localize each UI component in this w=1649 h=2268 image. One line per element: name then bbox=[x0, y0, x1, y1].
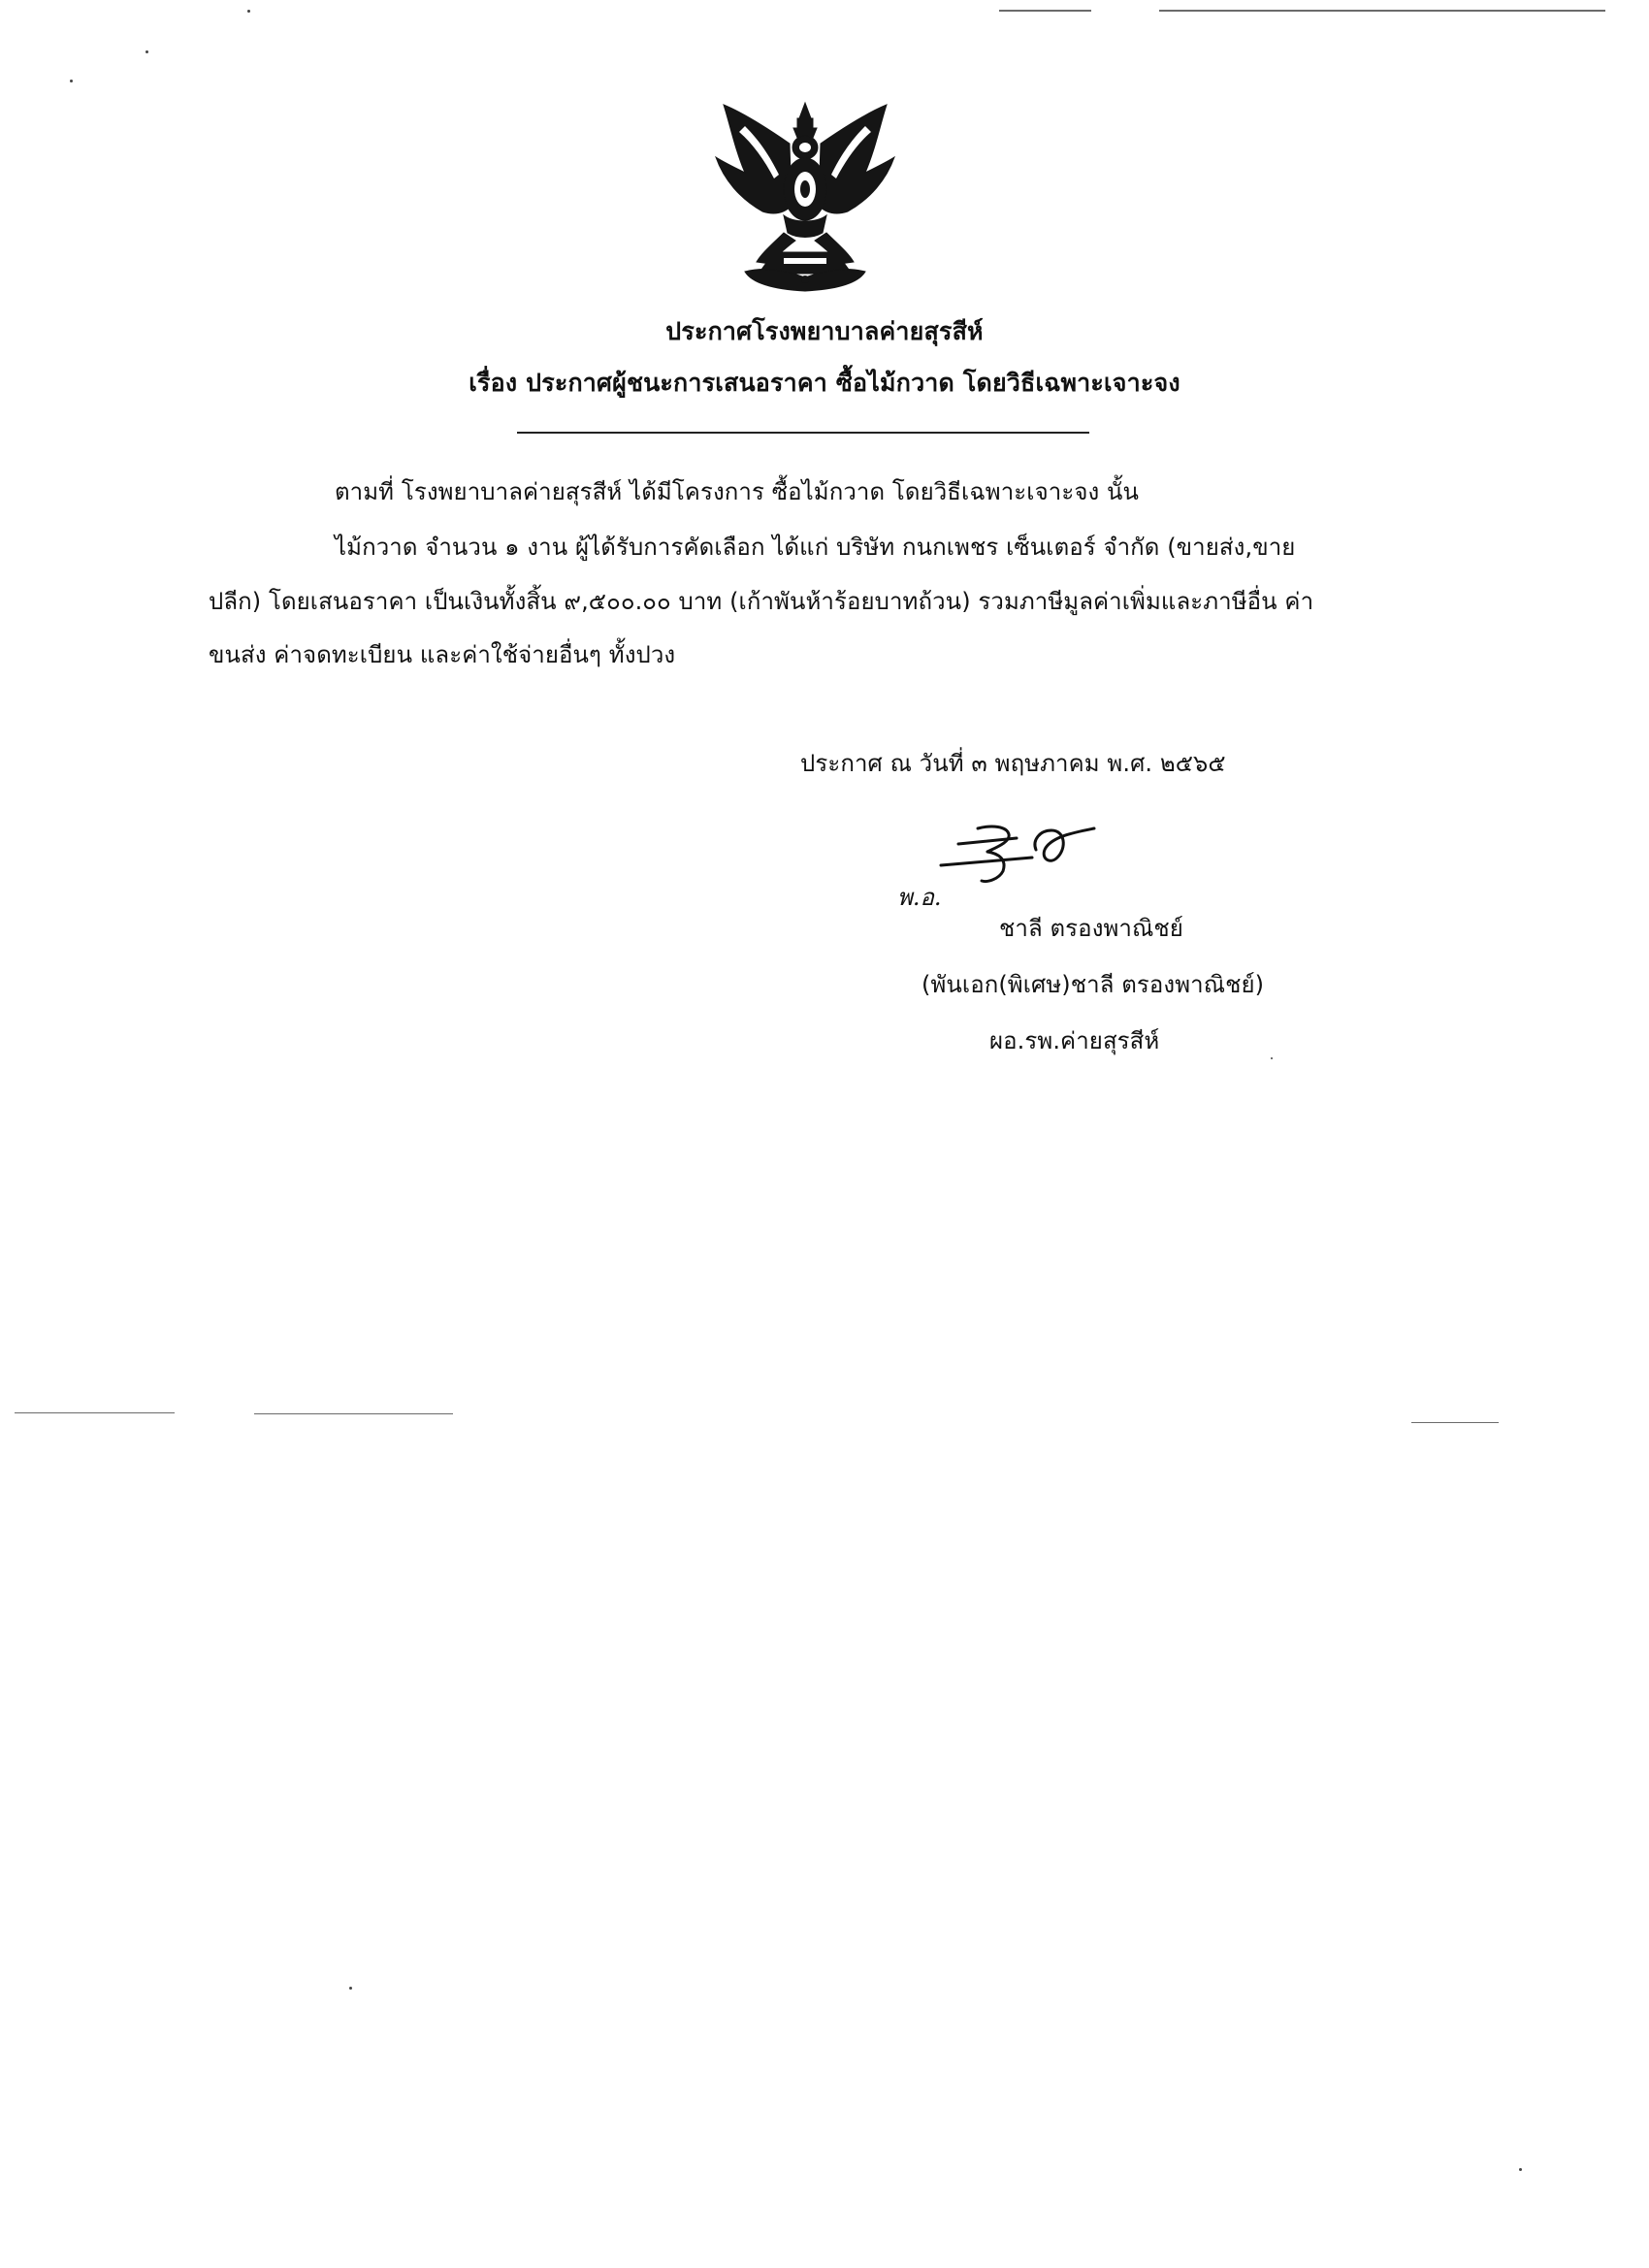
scan-speck bbox=[1271, 1057, 1273, 1059]
title-divider bbox=[517, 432, 1089, 434]
scan-speck bbox=[247, 10, 250, 13]
body-line-3: ปลีก) โดยเสนอราคา เป็นเงินทั้งสิ้น ๙,๕๐๐.๐๐ บาท (เก้าพันห้าร้อยบาทถ้วน) รวมภาษีมูลค่าเพิ่มและภาษีอื่น ค่า bbox=[209, 588, 1314, 615]
scan-line bbox=[999, 10, 1091, 12]
handwritten-initials: พ.อ. bbox=[897, 884, 942, 911]
scan-line bbox=[1159, 10, 1605, 12]
scan-line bbox=[1411, 1422, 1499, 1423]
scan-speck bbox=[70, 80, 73, 82]
scan-line bbox=[254, 1413, 453, 1414]
garuda-emblem-icon bbox=[706, 97, 904, 299]
scan-speck bbox=[1519, 2168, 1522, 2171]
signer-position: ผอ.รพ.ค่ายสุรสีห์ bbox=[989, 1027, 1160, 1054]
handwritten-signature bbox=[939, 815, 1123, 892]
scan-speck bbox=[349, 1987, 352, 1990]
body-line-1: ตามที่ โรงพยาบาลค่ายสุรสีห์ ได้มีโครงการ ซื้อไม้กวาด โดยวิธีเฉพาะเจาะจง นั้น bbox=[335, 478, 1140, 505]
body-line-4: ขนส่ง ค่าจดทะเบียน และค่าใช้จ่ายอื่นๆ ทั้งปวง bbox=[209, 641, 676, 668]
scan-line bbox=[15, 1412, 175, 1413]
announcement-subject: เรื่อง ประกาศผู้ชนะการเสนอราคา ซื้อไม้กวาด โดยวิธีเฉพาะเจาะจง bbox=[469, 369, 1180, 397]
announcement-title: ประกาศโรงพยาบาลค่ายสุรสีห์ bbox=[665, 317, 984, 345]
body-line-2: ไม้กวาด จำนวน ๑ งาน ผู้ได้รับการคัดเลือก ได้แก่ บริษัท กนกเพชร เซ็นเตอร์ จำกัด (ขายส่ง,ขาย bbox=[335, 534, 1296, 561]
signer-name: ชาลี ตรองพาณิชย์ bbox=[999, 915, 1183, 942]
signer-rank-name: (พันเอก(พิเศษ)ชาลี ตรองพาณิชย์) bbox=[922, 971, 1265, 998]
scan-speck bbox=[146, 50, 148, 53]
announcement-date: ประกาศ ณ วันที่ ๓ พฤษภาคม พ.ศ. ๒๕๖๕ bbox=[800, 750, 1226, 777]
